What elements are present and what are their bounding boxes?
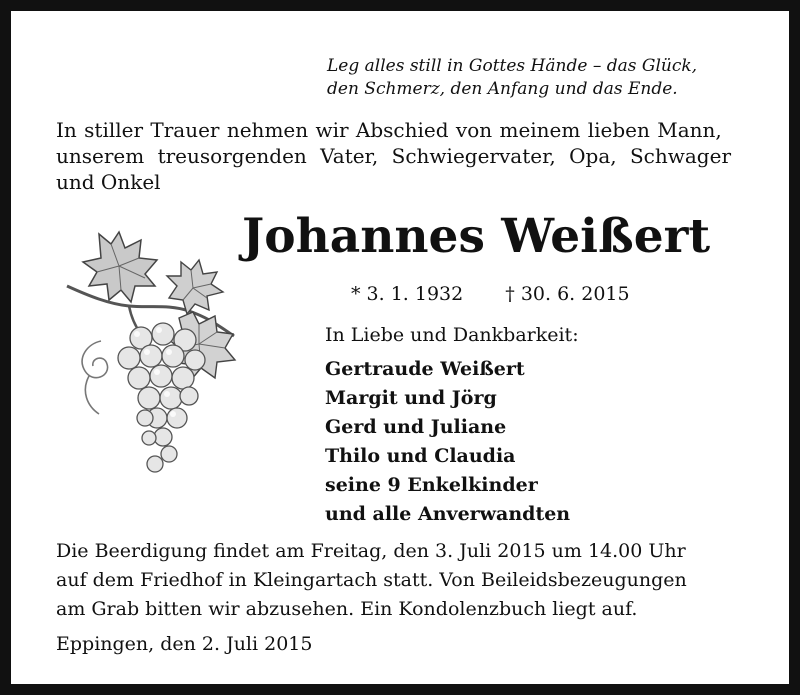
motto-quote — [327, 55, 697, 101]
thanks-line: In Liebe und Dankbarkeit: — [325, 324, 579, 346]
funeral-line-1: Die Beerdigung findet am Freitag, den 3. Juli 2015 um 14.00 Uhr — [56, 540, 686, 562]
funeral-line-3: am Grab bitten wir abzusehen. Ein Kondolenzbuch liegt auf. — [56, 598, 638, 620]
motto-line-2: den Schmerz, den Anfang und das Ende. — [327, 79, 678, 99]
family-member: Gertraude Weißert — [325, 358, 525, 380]
place-and-date: Eppingen, den 2. Juli 2015 — [56, 633, 313, 655]
funeral-info — [56, 537, 687, 624]
motto-line-1: Leg alles still in Gottes Hände – das Glück, — [327, 56, 698, 76]
intro-line-2: unserem treusorgenden Vater, Schwiegervater, Opa, Schwager — [56, 144, 732, 168]
life-dates — [351, 283, 630, 305]
family-member: Margit und Jörg — [325, 387, 497, 409]
family-member: Thilo und Claudia — [325, 445, 516, 467]
family-member: Gerd und Juliane — [325, 416, 507, 438]
family-list — [325, 355, 570, 529]
family-member: seine 9 Enkelkinder — [325, 474, 538, 496]
intro-line-3: und Onkel — [56, 170, 161, 194]
intro-line-1: In stiller Trauer nehmen wir Abschied von meinem lieben Mann, — [56, 118, 722, 142]
grape-vine-icon — [59, 226, 249, 481]
death-date: † 30. 6. 2015 — [505, 283, 630, 305]
funeral-line-2: auf dem Friedhof in Kleingartach statt. Von Beileidsbezeugungen — [56, 569, 687, 591]
family-member: und alle Anverwandten — [325, 503, 571, 525]
birth-date: * 3. 1. 1932 — [351, 283, 464, 305]
deceased-name: Johannes Weißert — [242, 209, 711, 264]
intro-text — [56, 117, 766, 195]
